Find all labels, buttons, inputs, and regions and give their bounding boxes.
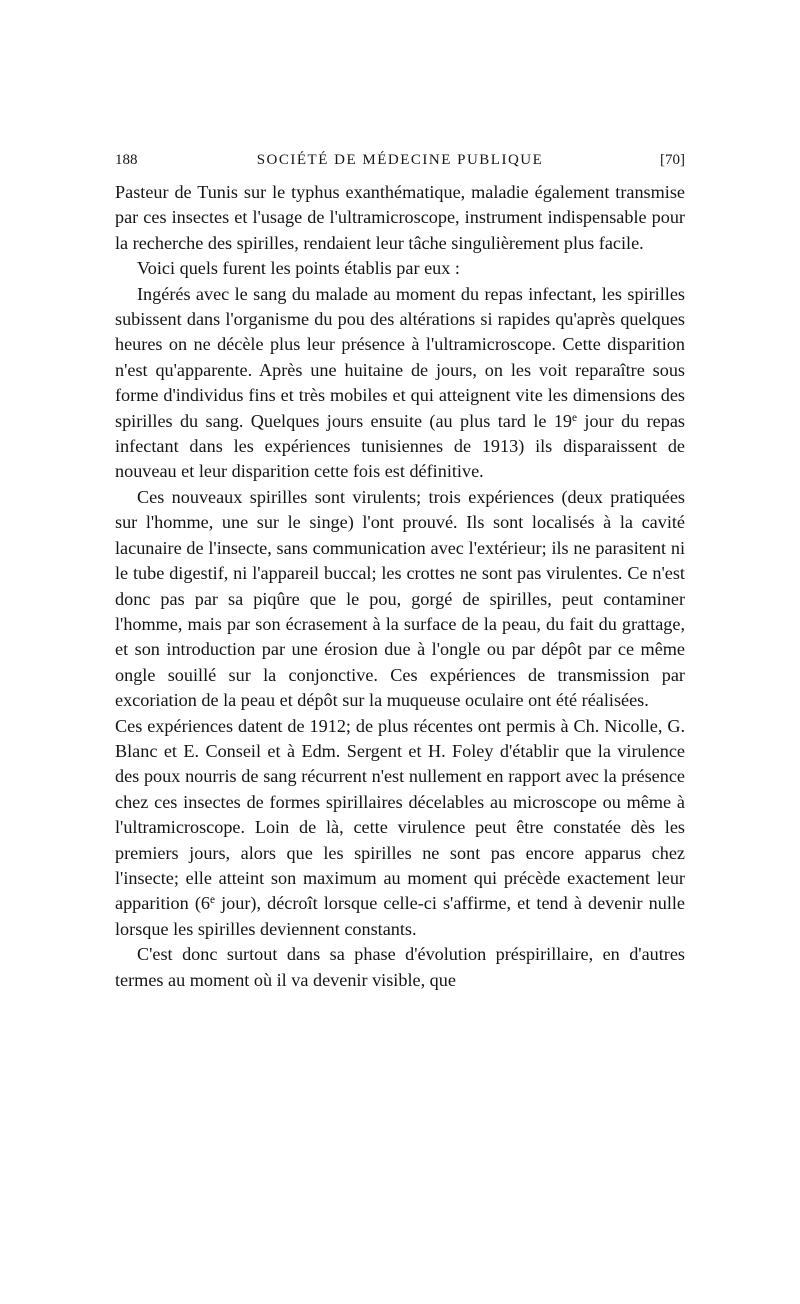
page-number: 188	[115, 152, 138, 168]
document-page	[115, 148, 685, 993]
section-reference: [70]	[660, 152, 685, 168]
paragraph	[115, 714, 685, 943]
ordinal-superscript: e	[210, 894, 216, 907]
page-header	[115, 148, 685, 172]
body-text	[115, 180, 685, 993]
running-title: SOCIÉTÉ DE MÉDECINE PUBLIQUE	[256, 152, 544, 168]
paragraph-text: Ingérés avec le sang du malade au moment du repas infectant, les spirilles subissent dans l'organisme du pou des altérations si rapides qu'après quelques heures on ne décèle plus leur présence à l'ultramicroscope. Cette disparition n'est qu'apparente. Après une huitaine de jours, on les voit reparaître sous forme d'individus fins et très mobiles et qui atteignent vite les dimensions des spirilles du sang. Quelques jours ensuite (au plus tard le 19	[115, 283, 685, 431]
paragraph: C'est donc surtout dans sa phase d'évolution préspirillaire, en d'autres termes au moment où il va devenir visible, que	[115, 944, 685, 990]
paragraph-text: jour du repas infectant dans les expériences tunisiennes de 1913) ils disparaissent de nouveau et leur disparition cette fois est définitive.	[115, 410, 685, 482]
paragraph-text: jour), décroît lorsque celle-ci s'affirme, et tend à devenir nulle lorsque les spirilles deviennent constants.	[115, 893, 685, 939]
paragraph	[115, 282, 685, 485]
paragraph: Voici quels furent les points établis par eux :	[137, 258, 460, 279]
paragraph: Pasteur de Tunis sur le typhus exanthématique, maladie également transmise par ces insectes et l'usage de l'ultramicroscope, instrument indispensable pour la recherche des spirilles, rendaient leur tâche singulièrement plus facile.	[115, 182, 685, 253]
paragraph-text: Ces expériences datent de 1912; de plus récentes ont permis à Ch. Nicolle, G. Blanc et E. Conseil et à Edm. Sergent et H. Foley d'établir que la virulence des poux nourris de sang récurrent n'est nullement en rapport avec la présence chez ces insectes de formes spirillaires décelables au microscope ou même à l'ultramicroscope. Loin de là, cette virulence peut être constatée dès les premiers jours, alors que les spirilles ne sont pas encore apparus chez l'insecte; elle atteint son maximum au moment qui précède exactement leur apparition (6	[115, 715, 685, 914]
ordinal-superscript: e	[572, 411, 578, 424]
paragraph: Ces nouveaux spirilles sont virulents; trois expériences (deux pratiquées sur l'homme, une sur le singe) l'ont prouvé. Ils sont localisés à la cavité lacunaire de l'insecte, sans communication avec l'extérieur; ils ne parasitent ni le tube digestif, ni l'appareil buccal; les crottes ne sont pas virulentes. Ce n'est donc pas par sa piqûre que le pou, gorgé de spirilles, peut contaminer l'homme, mais par son écrasement à la surface de la peau, du fait du grattage, et son introduction par une érosion due à l'ongle ou par dépôt par ce même ongle souillé sur la conjonctive. Ces expériences de transmission par excoriation de la peau et dépôt sur la muqueuse oculaire ont été réalisées.	[115, 486, 685, 711]
